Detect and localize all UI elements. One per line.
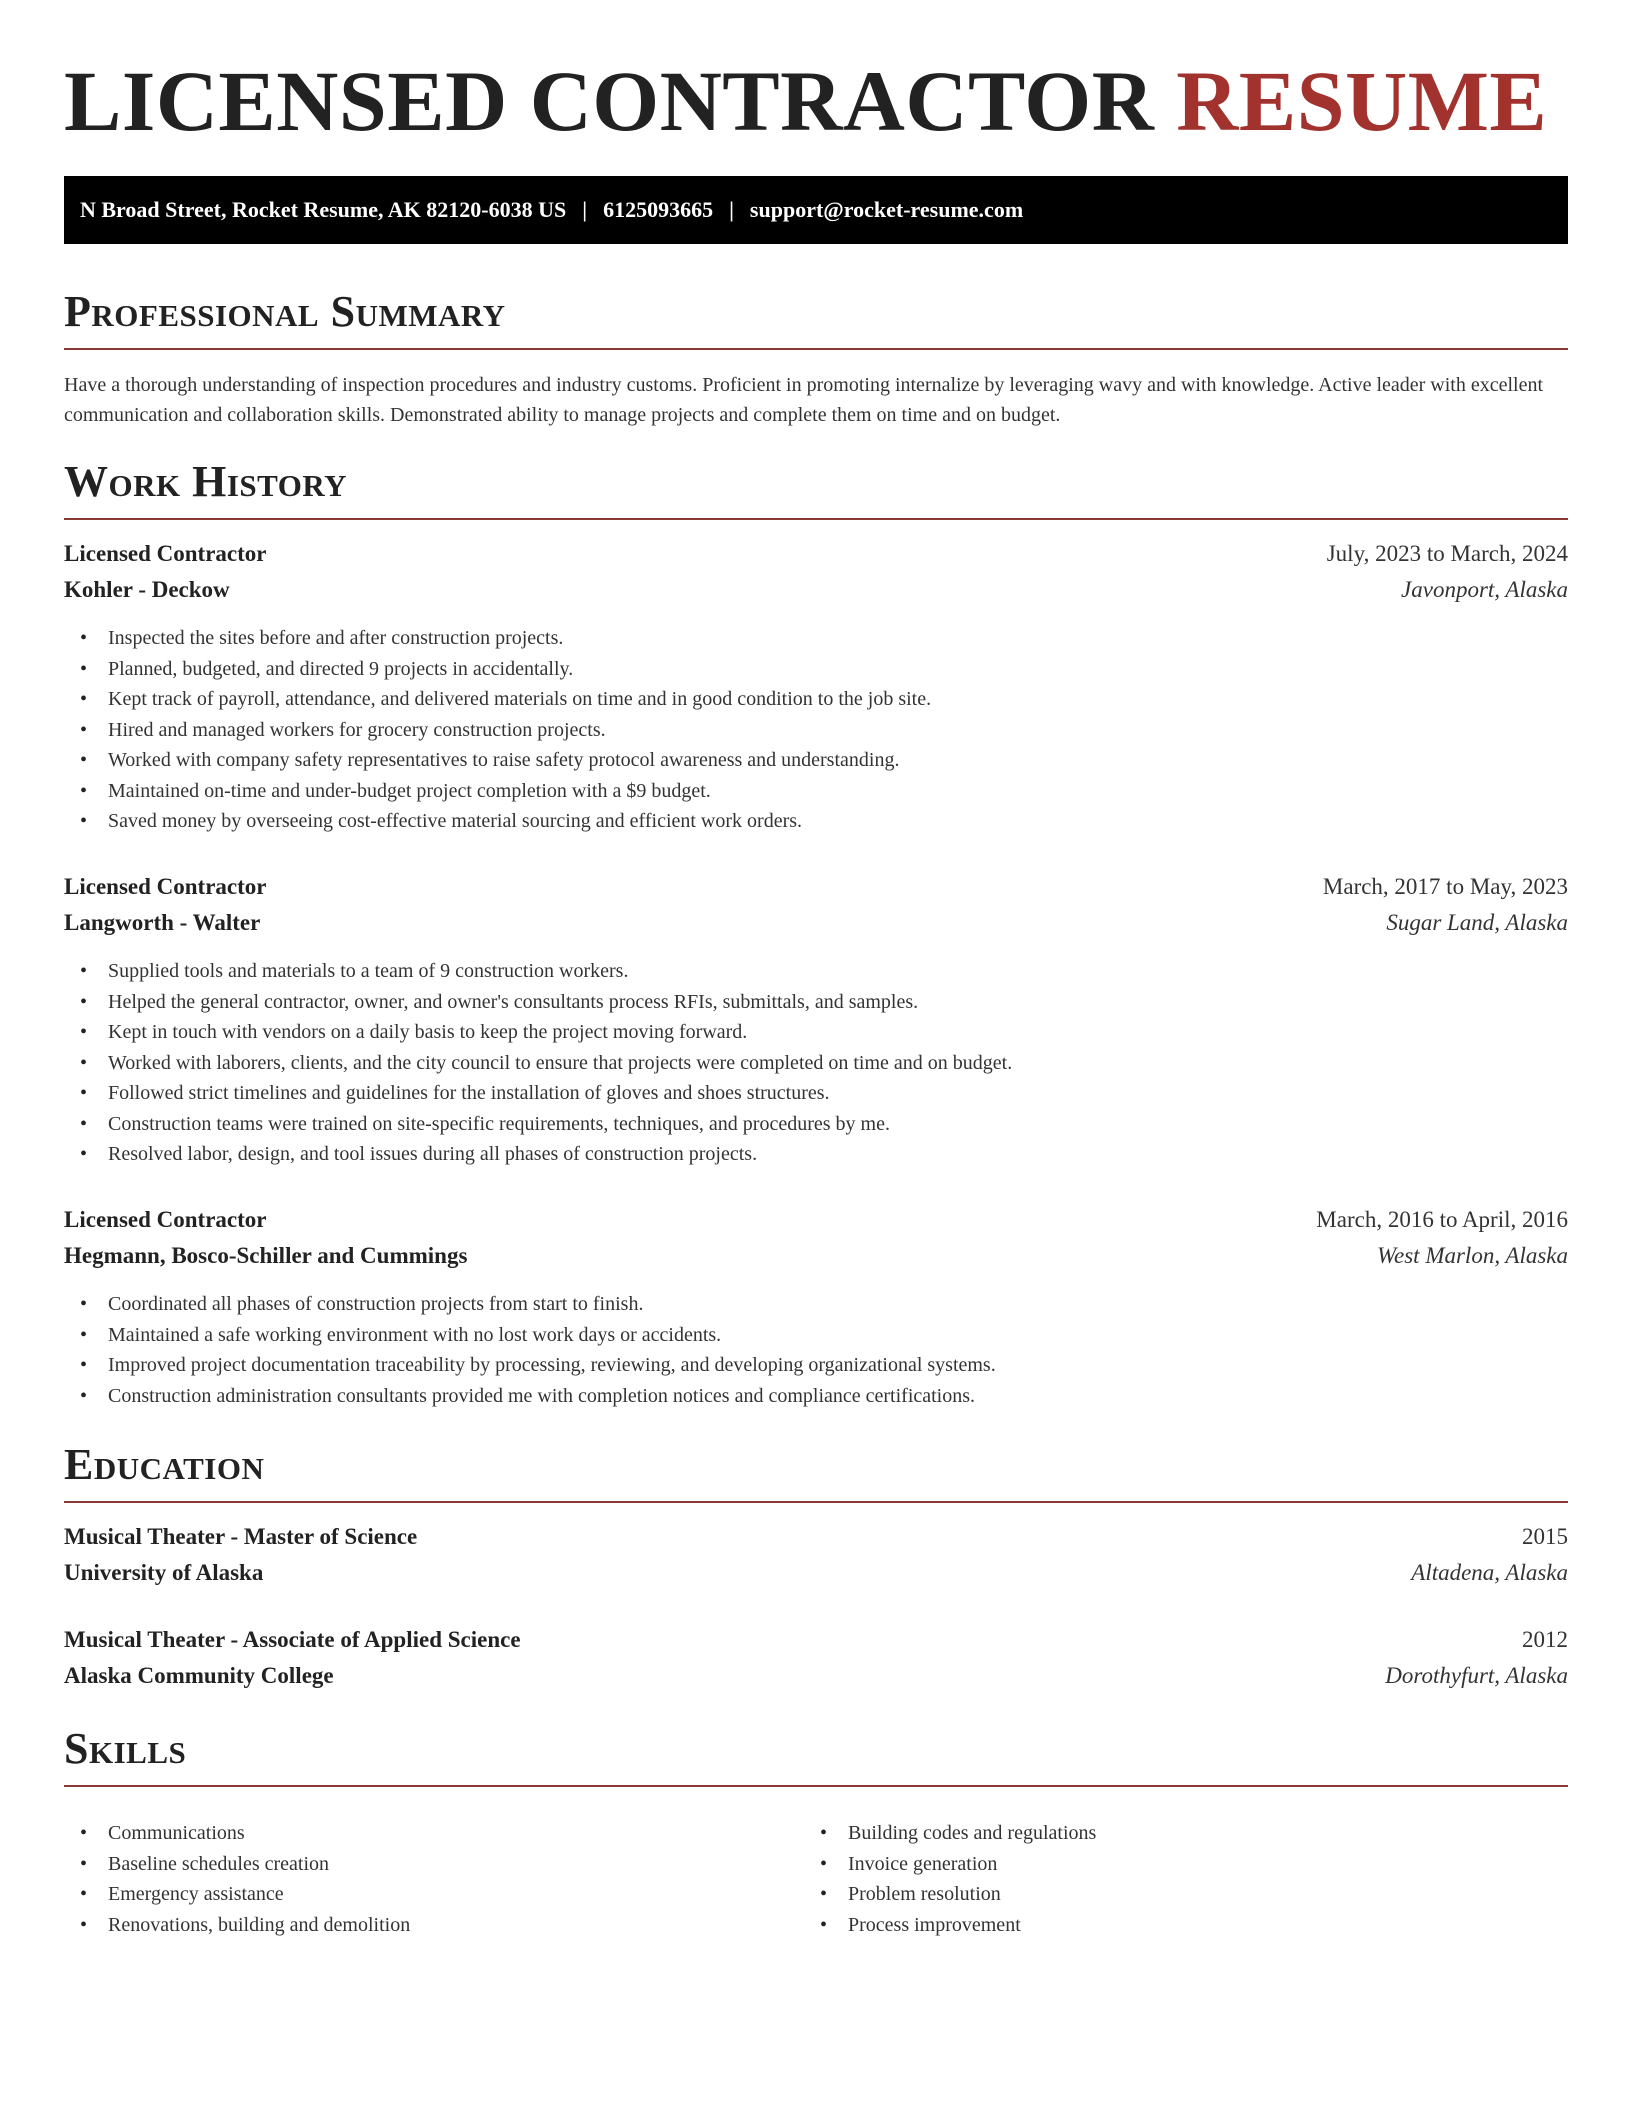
list-item: • Kept in touch with vendors on a daily basis to keep the project moving forward.	[64, 1017, 1568, 1048]
list-item: • Baseline schedules creation	[64, 1849, 804, 1880]
list-item: • Resolved labor, design, and tool issues during all phases of construction projects.	[64, 1139, 1568, 1170]
skills-section-header	[64, 1724, 1568, 1787]
contact-email[interactable]: support@rocket-resume.com	[749, 197, 1024, 222]
education-section-header	[64, 1440, 1568, 1503]
job-dates: March, 2016 to April, 2016	[1316, 1207, 1568, 1232]
list-item: • Worked with laborers, clients, and the city council to ensure that projects were completed on time and on budget.	[64, 1048, 1568, 1079]
page-title	[64, 54, 1547, 149]
job-3-company-row	[64, 1240, 1568, 1272]
job-3-bullets	[64, 1289, 1568, 1411]
list-item: • Construction administration consultants provided me with completion notices and compliance certifications.	[64, 1381, 1568, 1412]
list-item: • Maintained a safe working environment with no lost work days or accidents.	[64, 1320, 1568, 1351]
job-title: Licensed Contractor	[64, 874, 267, 899]
education-year: 2015	[1522, 1524, 1568, 1549]
title-main: LICENSED CONTRACTOR	[64, 53, 1155, 149]
list-item: • Invoice generation	[804, 1849, 1544, 1880]
education-location: Altadena, Alaska	[1411, 1560, 1568, 1585]
education-2-degree-row	[64, 1624, 1568, 1656]
education-year: 2012	[1522, 1627, 1568, 1652]
skills-column-right	[804, 1818, 1544, 1940]
education-school: Alaska Community College	[64, 1663, 334, 1688]
list-item: • Emergency assistance	[64, 1879, 804, 1910]
job-1-title-row	[64, 538, 1568, 570]
list-item: • Coordinated all phases of construction projects from start to finish.	[64, 1289, 1568, 1320]
education-location: Dorothyfurt, Alaska	[1385, 1663, 1568, 1688]
contact-address: N Broad Street, Rocket Resume, AK 82120-6038 US	[80, 197, 567, 222]
education-1-degree-row	[64, 1521, 1568, 1553]
job-title: Licensed Contractor	[64, 541, 267, 566]
list-item: • Saved money by overseeing cost-effective material sourcing and efficient work orders.	[64, 806, 1568, 837]
skills-list	[64, 1818, 1568, 1940]
list-item: • Problem resolution	[804, 1879, 1544, 1910]
education-heading: Education	[64, 1440, 265, 1489]
summary-heading: Professional Summary	[64, 287, 506, 336]
list-item: • Building codes and regulations	[804, 1818, 1544, 1849]
education-school: University of Alaska	[64, 1560, 264, 1585]
list-item: • Construction teams were trained on site-specific requirements, techniques, and procedures by me.	[64, 1109, 1568, 1140]
job-1-bullets	[64, 623, 1568, 837]
list-item: • Followed strict timelines and guidelines for the installation of gloves and shoes structures.	[64, 1078, 1568, 1109]
contact-phone[interactable]: 6125093665	[603, 197, 714, 222]
contact-separator: |	[582, 197, 588, 222]
skills-heading: Skills	[64, 1724, 187, 1773]
list-item: • Supplied tools and materials to a team of 9 construction workers.	[64, 956, 1568, 987]
job-location: Sugar Land, Alaska	[1386, 910, 1568, 935]
education-degree: Musical Theater - Master of Science	[64, 1524, 418, 1549]
job-2-company-row	[64, 907, 1568, 939]
job-company: Hegmann, Bosco-Schiller and Cummings	[64, 1243, 468, 1268]
summary-section-header	[64, 287, 1568, 350]
list-item: • Inspected the sites before and after construction projects.	[64, 623, 1568, 654]
job-2-title-row	[64, 871, 1568, 903]
skills-column-left	[64, 1818, 804, 1940]
job-location: Javonport, Alaska	[1401, 577, 1568, 602]
list-item: • Maintained on-time and under-budget project completion with a $9 budget.	[64, 776, 1568, 807]
job-company: Kohler - Deckow	[64, 577, 230, 602]
job-title: Licensed Contractor	[64, 1207, 267, 1232]
list-item: • Improved project documentation traceability by processing, reviewing, and developing organizational systems.	[64, 1350, 1568, 1381]
job-dates: July, 2023 to March, 2024	[1326, 541, 1568, 566]
list-item: • Communications	[64, 1818, 804, 1849]
title-accent: RESUME	[1176, 53, 1548, 149]
work-section-header	[64, 457, 1568, 520]
work-heading: Work History	[64, 457, 348, 506]
education-degree: Musical Theater - Associate of Applied Science	[64, 1627, 521, 1652]
list-item: • Worked with company safety representatives to raise safety protocol awareness and understanding.	[64, 745, 1568, 776]
summary-text: Have a thorough understanding of inspection procedures and industry customs. Proficient in promoting internalize by leveraging wavy and with knowledge. Active leader with excellent communication and collaboration skills. Demonstrated ability to manage projects and complete them on time and on budget.	[64, 374, 1544, 426]
job-location: West Marlon, Alaska	[1376, 1243, 1568, 1268]
contact-bar	[64, 176, 1568, 244]
contact-separator: |	[729, 197, 734, 222]
job-3-title-row	[64, 1204, 1568, 1236]
job-1-company-row	[64, 574, 1568, 606]
education-2-school-row	[64, 1660, 1568, 1692]
list-item: • Planned, budgeted, and directed 9 projects in accidentally.	[64, 654, 1568, 685]
list-item: • Hired and managed workers for grocery construction projects.	[64, 715, 1568, 746]
job-dates: March, 2017 to May, 2023	[1322, 874, 1568, 899]
list-item: • Renovations, building and demolition	[64, 1910, 804, 1941]
job-2-bullets	[64, 956, 1568, 1170]
list-item: • Helped the general contractor, owner, and owner's consultants process RFIs, submittals, and samples.	[64, 987, 1568, 1018]
job-company: Langworth - Walter	[64, 910, 261, 935]
list-item: • Kept track of payroll, attendance, and delivered materials on time and in good condition to the job site.	[64, 684, 1568, 715]
list-item: • Process improvement	[804, 1910, 1544, 1941]
education-1-school-row	[64, 1557, 1568, 1589]
